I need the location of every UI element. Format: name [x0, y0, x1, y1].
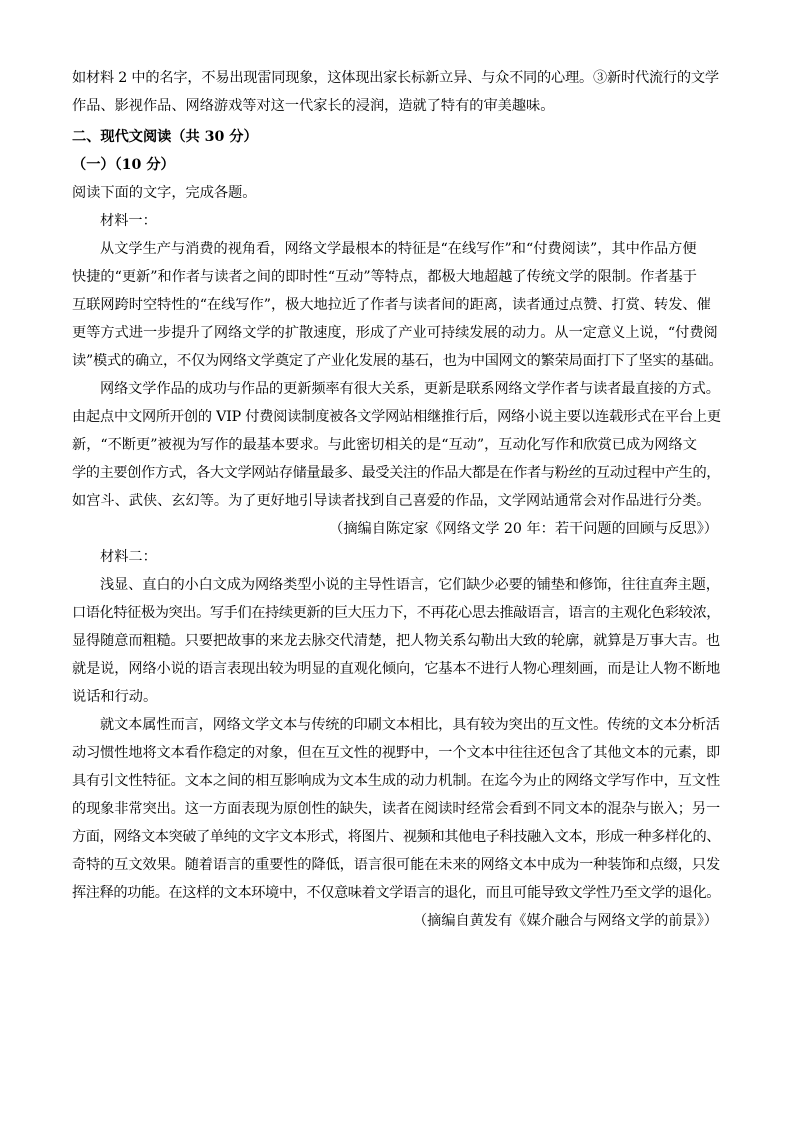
paragraph-line: 更等方式进一步提升了网络文学的扩散速度，形成了产业可持续发展的动力。从一定意义上说，“付费阅 [72, 325, 718, 341]
paragraph-line: 就是说，网络小说的语言表现出较为明显的直观化倾向，它基本不进行人物心理刻画，而是让人物不断地 [72, 661, 721, 677]
material-one-source: （摘编自陈定家《网络文学 20 年：若干问题的回顾与反思》） [329, 521, 718, 537]
paragraph-line: 快捷的“更新”和作者与读者之间的即时性“互动”等特点，都极大地超越了传统文学的限制。作者基于 [72, 269, 697, 285]
paragraph-line: 从文学生产与消费的视角看，网络文学最根本的特征是“在线写作”和“付费阅读”，其中作品方便 [100, 241, 697, 257]
paragraph-line: 奇特的互文效果。随着语言的重要性的降低，语言很可能在未来的网络文本中成为一种装饰和点缀，只发 [72, 857, 721, 873]
paragraph-line: 方面，网络文本突破了单纯的文字文本形式，将图片、视频和其他电子科技融入文本，形成一种多样化的、 [72, 829, 721, 845]
material-two-paragraph-1 [72, 571, 722, 711]
paragraph-line: 如宫斗、武侠、玄幻等。为了更好地引导读者找到自己喜爱的作品，文学网站通常会对作品进行分类。 [72, 493, 711, 509]
paragraph-line: 说话和行动。 [72, 689, 158, 705]
paragraph-line: 口语化特征极为突出。写手们在持续更新的巨大压力下，不再花心思去推敲语言，语言的主观化色彩较浓， [72, 605, 721, 621]
document-page [72, 64, 722, 935]
reading-instruction: 阅读下面的文字，完成各题。 [72, 185, 257, 201]
paragraph-line: 作品、影视作品、网络游戏等对这一代家长的浸润，造就了特有的审美趣味。 [72, 98, 555, 114]
paragraph-line: 读”模式的确立，不仅为网络文学奠定了产业化发展的基石，也为中国网文的繁荣局面打下了坚实的基础。 [72, 353, 723, 369]
paragraph-line: 显得随意而粗糙。只要把故事的来龙去脉交代清楚，把人物关系勾勒出大致的轮廓，就算是万事大吉。也 [72, 633, 721, 649]
material-one-label: 材料一： [100, 213, 157, 229]
material-two-paragraph-2 [72, 711, 722, 907]
paragraph-line: 挥注释的功能。在这样的文本环境中，不仅意味着文学语言的退化，而且可能导致文学性乃至文学的退化。 [72, 885, 721, 901]
paragraph-line: 的现象非常突出。这一方面表现为原创性的缺失，读者在阅读时经常会看到不同文本的混杂与嵌入；另一 [72, 801, 721, 817]
paragraph-line: 动习惯性地将文本看作稳定的对象，但在互文性的视野中，一个文本中往往还包含了其他文本的元素，即 [72, 745, 721, 761]
paragraph-line: 浅显、直白的小白文成为网络类型小说的主导性语言，它们缺少必要的铺垫和修饰，往往直奔主题， [100, 577, 720, 593]
paragraph-line: 就文本属性而言，网络文学文本与传统的印刷文本相比，具有较为突出的互文性。传统的文本分析活 [100, 717, 720, 733]
section-subheading: （一）（10 分） [72, 157, 175, 173]
paragraph-line: 如材料 2 中的名字，不易出现雷同现象，这体现出家长标新立异、与众不同的心理。③新时代流行的文学 [72, 70, 719, 86]
material-two-source: （摘编自黄发有《媒介融合与网络文学的前景》） [412, 913, 718, 929]
material-one-paragraph-2 [72, 375, 722, 515]
paragraph-line: 新，“不断更”被视为写作的最基本要求。与此密切相关的是“互动”，互动化写作和欣赏已成为网络文 [72, 437, 697, 453]
paragraph-line: 网络文学作品的成功与作品的更新频率有很大关系，更新是联系网络文学作者与读者最直接的方式。 [100, 381, 720, 397]
paragraph-line: 互联网跨时空特性的“在线写作”，极大地拉近了作者与读者间的距离，读者通过点赞、打赏、转发、催 [72, 297, 711, 313]
section-heading: 二、现代文阅读（共 30 分） [72, 129, 258, 145]
paragraph-line: 由起点中文网所开创的 VIP 付费阅读制度被各文学网站相继推行后，网络小说主要以连载形式在平台上更 [72, 409, 721, 425]
paragraph-line: 具有引文性特征。文本之间的相互影响成为文本生成的动力机制。在迄今为止的网络文学写作中，互文性 [72, 773, 721, 789]
paragraph-line: 学的主要创作方式，各大文学网站存储量最多、最受关注的作品大都是在作者与粉丝的互动过程中产生的， [72, 465, 721, 481]
material-one-paragraph-1 [72, 235, 722, 375]
material-two-label: 材料二： [100, 549, 157, 565]
